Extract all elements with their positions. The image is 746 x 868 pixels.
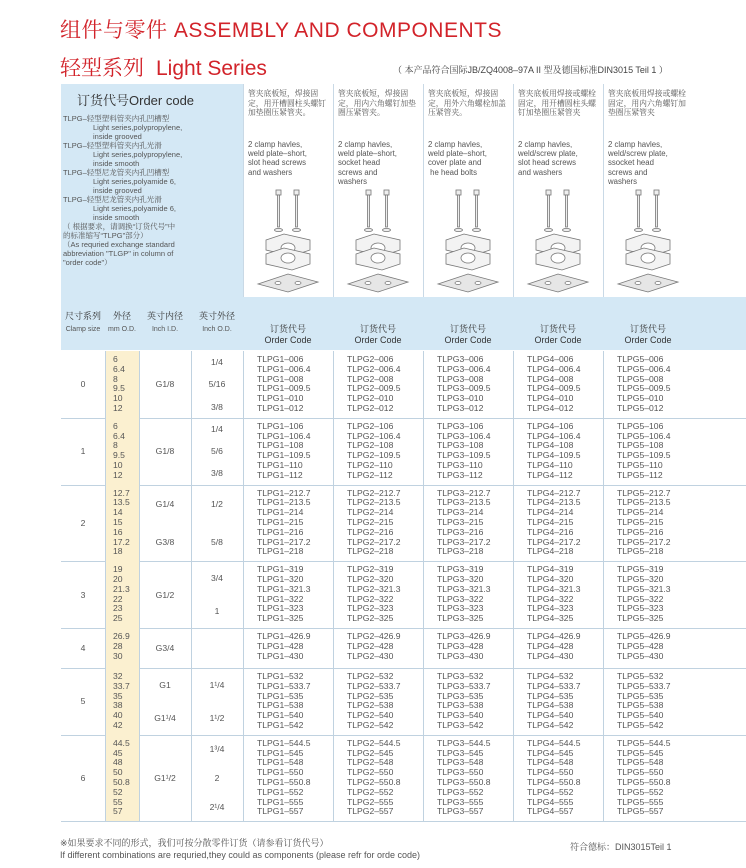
inch-id: G1¹/2 (154, 773, 176, 783)
type-desc-cn: 管夹底板用焊接或螺栓固定，用内六角螺钉加垫圈压紧管夹 (608, 89, 686, 118)
clamp-size: 5 (80, 696, 86, 707)
clamp-assembly-drawing (424, 188, 514, 296)
od-mm-values: 6 6.4 8 9.5 10 12 (113, 354, 125, 413)
order-code-line: abbreviation "TLGP" in column of (63, 249, 174, 258)
order-code-list: TLPG4–006 TLPG4–006.4 TLPG4–008 TLPG4–009.5 TLPG4–010 TLPG4–012 (527, 354, 581, 413)
order-code-list: TLPG4–532 TLPG4–533.7 TLPG4–535 TLPG4–538 TLPG4–540 TLPG4–542 (527, 671, 581, 730)
col-inch-od: 英寸外径 Inch O.D. (198, 311, 235, 333)
clamp-type-1 (243, 84, 333, 297)
order-code-header: 订货代号 Order Code (354, 324, 402, 345)
order-code-header: 订货代号 Order Code (624, 324, 672, 345)
column-divider (105, 351, 106, 821)
clamp-assembly-drawing (514, 188, 604, 296)
order-code-line: inside smooth (93, 159, 140, 168)
order-code-list: TLPG3–106 TLPG3–106.4 TLPG3–108 TLPG3–109.5 TLPG3–110 TLPG3–112 (437, 420, 491, 480)
order-code-legend (61, 114, 243, 267)
order-code-list: TLPG1–426.9 TLPG1–428 TLPG1–430 (257, 631, 311, 661)
type-desc-cn: 管夹底板短，焊接固定，用外六角螺栓加盖压紧管夹。 (428, 89, 506, 118)
type-desc-en: 2 clamp havles, weld/screw plate, ssocket head screws and washers (608, 140, 668, 186)
order-code-list: TLPG1–212.7 TLPG1–213.5 TLPG1–214 TLPG1–215 TLPG1–216 TLPG1–217.2 TLPG1–218 (257, 487, 311, 557)
row-divider (61, 668, 746, 669)
order-code-list: TLPG5–544.5 TLPG5–545 TLPG5–548 TLPG5–550 TLPG5–550.8 TLPG5–552 TLPG5–555 TLPG5–557 (617, 737, 671, 817)
type-desc-cn: 管夹底板短，焊接固定，用开槽圆柱头螺钉加垫圈压紧管夹。 (248, 89, 326, 118)
column-divider (139, 351, 140, 821)
series-cn: 轻型系列 (60, 57, 144, 80)
inch-od: 1¹/4 (209, 679, 225, 690)
column-divider (423, 351, 424, 821)
order-code-line: "order code"） (63, 258, 112, 267)
row-divider (61, 821, 746, 822)
order-code-list: TLPG2–426.9 TLPG2–428 TLPG2–430 (347, 631, 401, 661)
inch-id: G1/2 (155, 589, 175, 600)
row-divider (61, 485, 746, 486)
inch-od: 1³/4 (209, 744, 225, 755)
order-code-list: TLPG2–319 TLPG2–320 TLPG2–321.3 TLPG2–322 TLPG2–323 TLPG2–325 (347, 564, 401, 624)
inch-od: 3/4 (211, 572, 223, 583)
inch-od: 5/6 (211, 446, 223, 457)
inch-id: G1/8 (155, 446, 175, 457)
title-en: ASSEMBLY AND COMPONENTS (173, 19, 502, 42)
inch-id: G1¹/4 (154, 713, 176, 724)
order-code-list: TLPG1–544.5 TLPG1–545 TLPG1–548 TLPG1–550 TLPG1–550.8 TLPG1–552 TLPG1–555 TLPG1–557 (257, 737, 311, 817)
order-code-list: TLPG5–426.9 TLPG5–428 TLPG5–430 (617, 631, 671, 661)
footer-standard: 符合德标：DIN3015Teil 1 (570, 842, 672, 852)
order-code-list: TLPG2–532 TLPG2–533.7 TLPG2–535 TLPG2–538 TLPG2–540 TLPG2–542 (347, 671, 401, 730)
footer-note-en: If different combinations are requried,they could as components (please refr for orde code) (60, 850, 421, 860)
column-divider (603, 351, 604, 821)
order-code-list: TLPG5–212.7 TLPG5–213.5 TLPG5–214 TLPG5–215 TLPG5–216 TLPG5–217.2 TLPG5–218 (617, 487, 671, 557)
od-mm-values: 26.9 28 30 (113, 631, 130, 661)
clamp-size: 3 (80, 589, 86, 600)
inch-id: G1/4 (155, 498, 175, 509)
order-code-line: TLPG–轻型尼龙管夹内孔凹槽型 (63, 168, 170, 177)
series-en: Light Series (156, 57, 267, 80)
inch-od: 1/4 (211, 423, 223, 434)
order-code-line: Light series,polypropylene, (93, 150, 183, 159)
inch-od: 1/2 (211, 498, 223, 509)
inch-id: G3/4 (155, 643, 175, 653)
inch-od: 2¹/4 (209, 801, 225, 812)
type-desc-cn: 管夹底板用焊接或螺栓固定，用开槽圆柱头螺钉加垫圈压紧管夹 (518, 89, 596, 118)
order-code-list: TLPG2–006 TLPG2–006.4 TLPG2–008 TLPG2–009.5 TLPG2–010 TLPG2–012 (347, 354, 401, 413)
clamp-type-2 (333, 84, 423, 297)
page-title (60, 14, 502, 44)
clamp-size: 2 (80, 517, 86, 528)
order-code-line: TLPG–轻型塑料管夹内孔光滑 (63, 141, 162, 150)
order-code-list: TLPG1–106 TLPG1–106.4 TLPG1–108 TLPG1–109.5 TLPG1–110 TLPG1–112 (257, 420, 311, 480)
order-code-list: TLPG5–106 TLPG5–106.4 TLPG5–108 TLPG5–109.5 TLPG5–110 TLPG5–112 (617, 420, 671, 480)
order-code-list: TLPG4–212.7 TLPG4–213.5 TLPG4–214 TLPG4–215 TLPG4–216 TLPG4–217.2 TLPG4–218 (527, 487, 581, 557)
od-mm-values: 6 6.4 8 9.5 10 12 (113, 420, 125, 480)
inch-od: 3/8 (211, 468, 223, 479)
row-divider (61, 735, 746, 736)
type-desc-cn: 管夹底板短，焊接固定，用内六角螺钉加垫圈压紧管夹。 (338, 89, 416, 118)
order-code-line: Light series,polypropylene, (93, 123, 183, 132)
order-code-line: （ 根据要求，请调换“订货代号”中 (63, 222, 176, 231)
inch-id: G1 (159, 679, 171, 690)
order-code-line: inside grooved (93, 186, 142, 195)
column-divider (191, 351, 192, 821)
clamp-type-3 (423, 84, 513, 297)
inch-od: 1/4 (211, 357, 223, 368)
order-code-list: TLPG1–532 TLPG1–533.7 TLPG1–535 TLPG1–538 TLPG1–540 TLPG1–542 (257, 671, 311, 730)
order-code-list: TLPG2–212.7 TLPG2–213.5 TLPG2–214 TLPG2–215 TLPG2–216 TLPG2–217.2 TLPG2–218 (347, 487, 401, 557)
clamp-type-5 (603, 84, 693, 297)
od-mm-values: 32 33.7 35 38 40 42 (113, 671, 130, 730)
inch-od: 2 (214, 773, 220, 783)
inch-od: 5/8 (211, 537, 223, 548)
table-header (61, 297, 746, 350)
clamp-size: 0 (80, 379, 86, 390)
od-mm-values: 44.5 45 48 50 50.8 52 55 57 (113, 737, 130, 817)
type-desc-en: 2 clamp havles, weld plate–short, slot head screws and washers (248, 140, 307, 177)
order-code-line: inside smooth (93, 213, 140, 222)
order-code-list: TLPG3–319 TLPG3–320 TLPG3–321.3 TLPG3–322 TLPG3–323 TLPG3–325 (437, 564, 491, 624)
od-mm-values: 19 20 21.3 22 23 25 (113, 564, 130, 624)
order-code-list: TLPG2–106 TLPG2–106.4 TLPG2–108 TLPG2–109.5 TLPG2–110 TLPG2–112 (347, 420, 401, 480)
clamp-type-4 (513, 84, 603, 297)
order-code-list: TLPG1–006 TLPG1–006.4 TLPG1–008 TLPG1–009.5 TLPG1–010 TLPG1–012 (257, 354, 311, 413)
type-desc-en: 2 clamp havles, weld plate–short, socket head screws and washers (338, 140, 397, 186)
order-code-line: TLPG–轻型塑料管夹内孔凹槽型 (63, 114, 170, 123)
clamp-assembly-drawing (334, 188, 424, 296)
order-code-line: inside grooved (93, 132, 142, 141)
order-code-header: 订货代号 Order Code (534, 324, 582, 345)
order-code-line: （As requried exchange standard (63, 240, 175, 249)
order-code-line: 的标准缩写“TLPG”部分） (63, 231, 148, 240)
order-code-list: TLPG3–426.9 TLPG3–428 TLPG3–430 (437, 631, 491, 661)
column-divider (333, 351, 334, 821)
order-code-list: TLPG3–544.5 TLPG3–545 TLPG3–548 TLPG3–550 TLPG3–550.8 TLPG3–552 TLPG3–555 TLPG3–557 (437, 737, 491, 817)
order-code-list: TLPG5–319 TLPG5–320 TLPG5–321.3 TLPG5–322 TLPG5–323 TLPG5–325 (617, 564, 671, 624)
standard-note: （ 本产品符合国际JB/ZQ4008–97A II 型及德国标准DIN3015 Teil 1 ） (393, 65, 668, 75)
row-divider (61, 418, 746, 419)
col-clamp-size: 尺寸系列 Clamp size (64, 311, 101, 333)
col-inch-id: 英寸内径 Inch I.D. (146, 311, 183, 333)
order-code-list: TLPG1–319 TLPG1–320 TLPG1–321.3 TLPG1–322 TLPG1–323 TLPG1–325 (257, 564, 311, 624)
inch-od: 3/8 (211, 401, 223, 412)
title-cn: 组件与零件 (60, 19, 168, 42)
order-code-list: TLPG5–006 TLPG5–006.4 TLPG5–008 TLPG5–009.5 TLPG5–010 TLPG5–012 (617, 354, 671, 413)
clamp-size: 6 (80, 773, 86, 783)
order-code-line: TLPG–轻型尼龙管夹内孔光滑 (63, 195, 162, 204)
clamp-size: 4 (80, 643, 86, 653)
type-desc-en: 2 clamp havles, weld/screw plate, slot head screws and washers (518, 140, 578, 177)
clamp-assembly-drawing (244, 188, 334, 296)
inch-od: 1¹/2 (209, 713, 225, 724)
inch-od: 1 (214, 606, 220, 617)
order-code-list: TLPG3–532 TLPG3–533.7 TLPG3–535 TLPG3–538 TLPG3–540 TLPG3–542 (437, 671, 491, 730)
series-title (60, 52, 267, 82)
order-code-line: Light series,polyamide 6, (93, 204, 176, 213)
order-code-panel (61, 84, 243, 297)
col-od-mm: 外径 mm O.D. (108, 311, 136, 333)
clamp-assembly-drawing (604, 188, 694, 296)
order-code-title: 订货代号Order code (77, 93, 195, 108)
inch-od: 5/16 (208, 379, 226, 390)
inch-id: G1/8 (155, 379, 175, 390)
column-divider (513, 351, 514, 821)
od-mm-values: 12.7 13.5 14 15 16 17.2 18 (113, 487, 130, 557)
order-code-list: TLPG4–106 TLPG4–106.4 TLPG4–108 TLPG4–109.5 TLPG4–110 TLPG4–112 (527, 420, 581, 480)
order-code-header: 订货代号 Order Code (264, 324, 312, 345)
column-divider (243, 351, 244, 821)
order-code-list: TLPG5–532 TLPG5–533.7 TLPG5–535 TLPG5–538 TLPG5–540 TLPG5–542 (617, 671, 671, 730)
footer-note-cn: ※如果要求不同的形式，我们可按分散零件订货（请参看订货代号） (60, 838, 329, 848)
type-desc-en: 2 clamp havles, weld plate–short, cover plate and he head bolts (428, 140, 487, 177)
clamp-size: 1 (80, 446, 86, 457)
row-divider (61, 561, 746, 562)
order-code-list: TLPG3–212.7 TLPG3–213.5 TLPG3–214 TLPG3–215 TLPG3–216 TLPG3–217.2 TLPG3–218 (437, 487, 491, 557)
row-divider (61, 628, 746, 629)
order-code-line: Light series,polyamide 6, (93, 177, 176, 186)
order-code-list: TLPG3–006 TLPG3–006.4 TLPG3–008 TLPG3–009.5 TLPG3–010 TLPG3–012 (437, 354, 491, 413)
order-code-list: TLPG4–426.9 TLPG4–428 TLPG4–430 (527, 631, 581, 661)
order-code-list: TLPG4–319 TLPG4–320 TLPG4–321.3 TLPG4–322 TLPG4–323 TLPG4–325 (527, 564, 581, 624)
order-code-header: 订货代号 Order Code (444, 324, 492, 345)
order-code-list: TLPG4–544.5 TLPG4–545 TLPG4–548 TLPG4–550 TLPG4–550.8 TLPG4–552 TLPG4–555 TLPG4–557 (527, 737, 581, 817)
order-code-list: TLPG2–544.5 TLPG2–545 TLPG2–548 TLPG2–550 TLPG2–550.8 TLPG2–552 TLPG2–555 TLPG2–557 (347, 737, 401, 817)
inch-id: G3/8 (155, 537, 175, 548)
